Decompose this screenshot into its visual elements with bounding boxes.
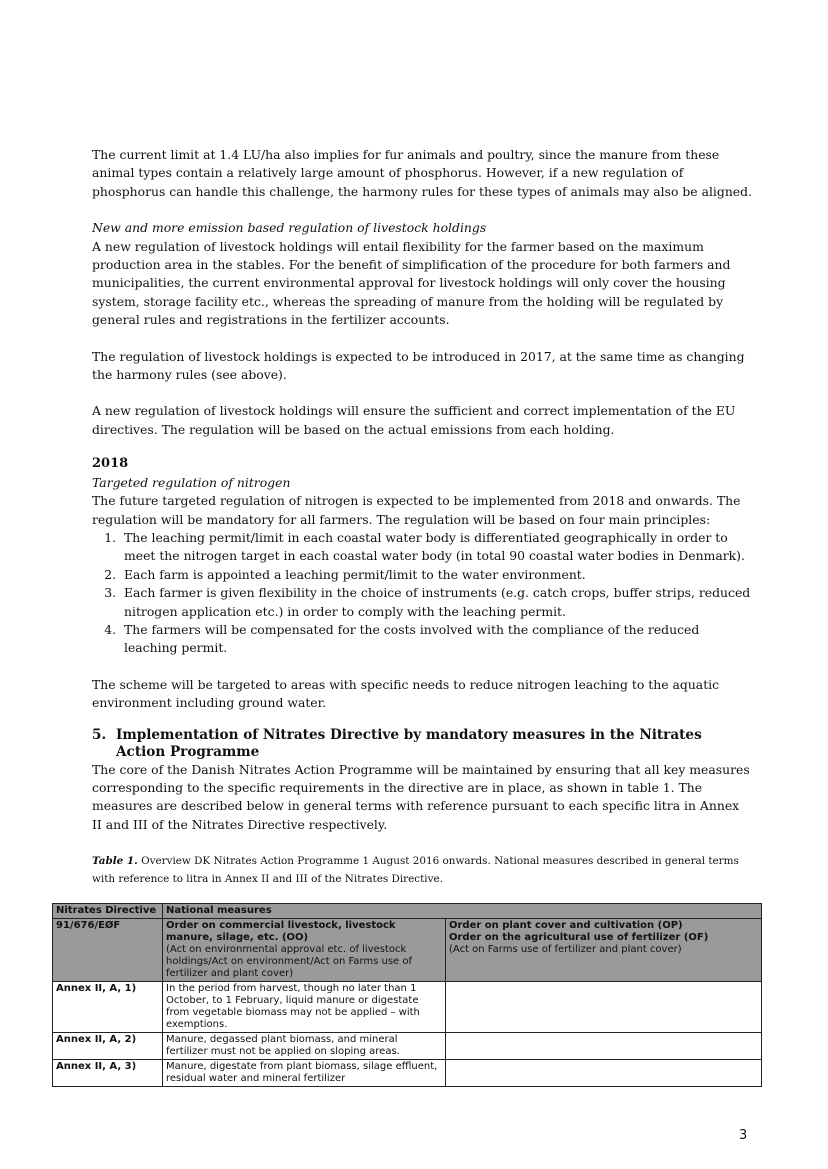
paragraph-core: The core of the Danish Nitrates Action Programme will be maintained by ensuring that all key measures corresponding to the specific requirements in the directive are in place, as shown in table 1. The measures are described below in general terms with reference pursuant to each specific litra in Annex II and III of the Nitrates Directive respectively. [92,761,750,832]
page-number: 3 [739,1128,748,1143]
row-other [446,1033,762,1060]
paragraph-2017: The regulation of livestock holdings is expected to be introduced in 2017, at the same time as changing the harmony rules (see above). [92,348,745,383]
nitrates-table [52,903,762,1087]
header-order-oo-sub: (Act on environmental approval etc. of livestock holdings/Act on environment/Act on Farms use of fertilizer and plant cover) [166,944,413,979]
paragraph-scheme: The scheme will be targeted to areas with specific needs to reduce nitrogen leaching to the aquatic environment including ground water. [92,676,720,711]
table-header-row [53,919,762,982]
page-body [92,146,752,888]
header-national-measures: National measures [163,904,762,919]
list-item: 2. Each farm is appointed a leaching permit/limit to the water environment. [120,566,752,584]
paragraph-eu-directives: A new regulation of livestock holdings will ensure the sufficient and correct implementation of the EU directives. The regulation will be based on the actual emissions from each holding. [92,403,736,437]
section-number: 5. [92,726,107,743]
table-row [53,1060,762,1087]
row-ref: Annex II, A, 1) [53,982,163,1033]
header-order-oo [163,919,446,982]
heading-targeted-nitrogen: Targeted regulation of nitrogen [92,474,291,490]
header-nitrates-directive: Nitrates Directive [53,904,163,919]
paragraph-nitrogen: The future targeted regulation of nitrogen is expected to be implemented from 2018 and onwards. The regulation will be mandatory for all farmers. The regulation will be based on four main principles: [92,493,741,527]
heading-emission-regulation: New and more emission based regulation of livestock holdings [92,220,487,236]
section-title: Implementation of Nitrates Directive by mandatory measures in the Nitrates Action Programme [116,726,702,760]
row-ref: Annex II, A, 3) [53,1060,163,1087]
table-caption [92,852,752,888]
paragraph-limit: The current limit at 1.4 LU/ha also implies for fur animals and poultry, since the manure from these animal types contain a relatively large amount of phosphorus. However, if a new regulation of phosphorus can handle this challenge, the harmony rules for these types of animals may also be aligned. [92,147,753,199]
row-measure: Manure, digestate from plant biomass, silage effluent, residual water and mineral fertilizer [163,1060,446,1087]
paragraph-emission-regulation: A new regulation of livestock holdings will entail flexibility for the farmer based on the maximum production area in the stables. For the benefit of simplification of the procedure for both farmers and municipalities, the current environmental approval for livestock holdings will only cover the housing system, storage facility etc., whereas the spreading of manure from the holding will be regulated by general rules and registrations in the fertilizer accounts. [92,238,731,328]
header-order-of-title: Order on the agricultural use of fertilizer (OF) [449,932,709,943]
row-measure: Manure, degassed plant biomass, and mineral fertilizer must not be applied on sloping areas. [163,1033,446,1060]
list-item: 4. The farmers will be compensated for the costs involved with the compliance of the reduced leaching permit. [120,621,752,658]
table-header-row [53,904,762,919]
header-directive-number: 91/676/EØF [53,919,163,982]
table-row [53,1033,762,1060]
section-heading [92,727,752,761]
row-measure: In the period from harvest, though no later than 1 October, to 1 February, liquid manure or digestate from vegetable biomass may not be applied – with exemptions. [163,982,446,1033]
table-row [53,982,762,1033]
heading-2018: 2018 [92,456,129,472]
list-item: 1. The leaching permit/limit in each coastal water body is differentiated geographically in order to meet the nitrogen target in each coastal water body (in total 90 coastal water bodies in Denmark). [120,529,752,566]
row-ref: Annex II, A, 2) [53,1033,163,1060]
header-order-op-of-sub: (Act on Farms use of fertilizer and plant cover) [449,944,682,955]
row-other [446,1060,762,1087]
caption-label: Table 1. [92,855,138,868]
row-other [446,982,762,1033]
header-order-oo-title: Order on commercial livestock, livestock manure, silage, etc. (OO) [166,920,396,943]
caption-text: Overview DK Nitrates Action Programme 1 August 2016 onwards. National measures described in general terms with reference to litra in Annex II and III of the Nitrates Directive. [92,855,739,886]
principles-list [92,529,752,658]
header-order-op-of [446,919,762,982]
list-item: 3. Each farmer is given flexibility in the choice of instruments (e.g. catch crops, buffer strips, reduced nitrogen application etc.) in order to comply with the leaching permit. [120,584,752,621]
header-order-op-title: Order on plant cover and cultivation (OP) [449,920,683,931]
